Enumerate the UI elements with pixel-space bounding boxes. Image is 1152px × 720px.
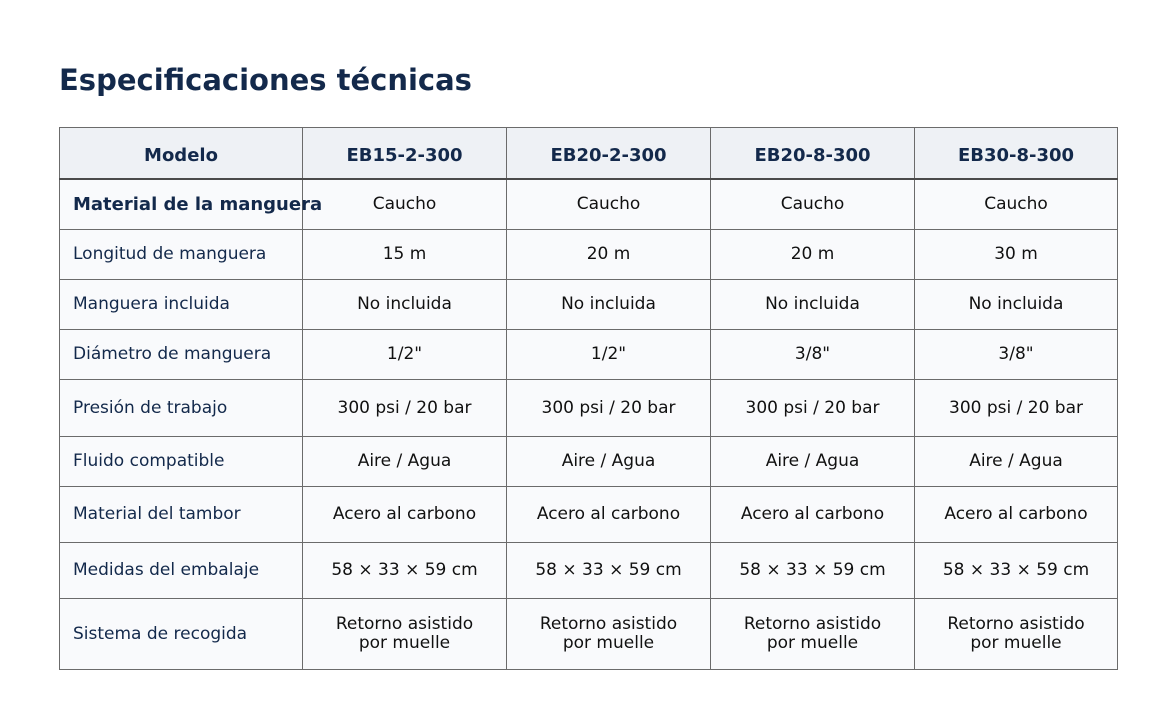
cell-value: Aire / Agua [765, 451, 860, 471]
cell-value: Acero al carbono [740, 504, 885, 524]
cell-value: 300 psi / 20 bar [337, 397, 472, 418]
cell-value: Caucho [372, 194, 437, 215]
cell-value: 1/2" [386, 344, 423, 364]
cell-value: 20 m [790, 244, 835, 264]
table-cell [303, 329, 507, 379]
cell-value: Retorno asistido por muelle [947, 613, 1085, 653]
table-cell [915, 229, 1118, 279]
cell-value: 300 psi / 20 bar [949, 397, 1083, 418]
cell-value: 58 × 33 × 59 cm [739, 560, 886, 580]
table-cell [915, 598, 1118, 669]
table-row [60, 279, 1118, 329]
column-header: EB30-8-300 [915, 128, 1118, 180]
table-cell [711, 329, 915, 379]
table-cell [507, 329, 711, 379]
cell-value: 58 × 33 × 59 cm [535, 560, 682, 580]
table-cell [915, 542, 1118, 598]
table-cell [303, 436, 507, 486]
cell-value: Acero al carbono [332, 504, 477, 524]
table-cell [711, 179, 915, 229]
cell-value: 58 × 33 × 59 cm [331, 560, 478, 580]
row-label: Fluido compatible [60, 436, 303, 486]
table-cell [915, 379, 1118, 436]
table-cell [915, 436, 1118, 486]
table-row [60, 436, 1118, 486]
cell-value: No incluida [765, 294, 860, 314]
table-cell [915, 486, 1118, 542]
cell-value: No incluida [357, 294, 452, 314]
table-cell [303, 598, 507, 669]
table-cell [915, 179, 1118, 229]
cell-value: Caucho [576, 194, 641, 215]
row-label: Material de la manguera [60, 179, 303, 229]
cell-value: 300 psi / 20 bar [745, 397, 880, 418]
table-cell [303, 279, 507, 329]
cell-value: Caucho [984, 194, 1048, 215]
cell-value: Retorno asistido por muelle [539, 613, 678, 653]
table-cell [507, 279, 711, 329]
cell-value: Aire / Agua [969, 451, 1063, 471]
cell-value: Acero al carbono [944, 504, 1088, 524]
table-row [60, 329, 1118, 379]
table-row [60, 542, 1118, 598]
cell-value: Retorno asistido por muelle [335, 613, 474, 653]
table-cell [303, 179, 507, 229]
cell-value: Aire / Agua [561, 451, 656, 471]
cell-value: 20 m [586, 244, 631, 264]
cell-value: 3/8" [998, 344, 1034, 364]
table-row [60, 229, 1118, 279]
table-cell [915, 279, 1118, 329]
table-cell [507, 179, 711, 229]
column-header: EB20-2-300 [507, 128, 711, 180]
table-cell [711, 379, 915, 436]
cell-value: 1/2" [590, 344, 627, 364]
table-cell [303, 486, 507, 542]
table-row [60, 486, 1118, 542]
table-row [60, 379, 1118, 436]
table-cell [507, 379, 711, 436]
cell-value: 15 m [382, 244, 427, 264]
table-cell [711, 436, 915, 486]
row-label: Medidas del embalaje [60, 542, 303, 598]
cell-value: Acero al carbono [536, 504, 681, 524]
column-header: EB20-8-300 [711, 128, 915, 180]
row-label: Presión de trabajo [60, 379, 303, 436]
column-header: EB15-2-300 [303, 128, 507, 180]
table-cell [507, 436, 711, 486]
cell-value: Retorno asistido por muelle [743, 613, 882, 653]
cell-value: 300 psi / 20 bar [541, 397, 676, 418]
table-cell [711, 598, 915, 669]
cell-value: Caucho [780, 194, 845, 215]
table-row [60, 598, 1118, 669]
table-cell [915, 329, 1118, 379]
table-cell [711, 279, 915, 329]
table-cell [303, 379, 507, 436]
table-cell [507, 229, 711, 279]
cell-value: No incluida [561, 294, 656, 314]
table-cell [507, 486, 711, 542]
page-title: Especificaciones técnicas [59, 63, 472, 97]
row-label: Diámetro de manguera [60, 329, 303, 379]
cell-value: No incluida [968, 294, 1064, 314]
table-cell [303, 229, 507, 279]
row-label: Material del tambor [60, 486, 303, 542]
row-label: Sistema de recogida [60, 598, 303, 669]
cell-value: Aire / Agua [357, 451, 452, 471]
spec-table [59, 127, 1118, 670]
table-cell [507, 598, 711, 669]
table-cell [303, 542, 507, 598]
row-label: Manguera incluida [60, 279, 303, 329]
table-cell [711, 229, 915, 279]
table-header-row [60, 128, 1118, 180]
table-cell [711, 486, 915, 542]
table-cell [507, 542, 711, 598]
table-row [60, 179, 1118, 229]
cell-value: 3/8" [794, 344, 831, 364]
cell-value: 58 × 33 × 59 cm [942, 560, 1090, 580]
cell-value: 30 m [994, 244, 1038, 264]
table-cell [711, 542, 915, 598]
column-header-model: Modelo [60, 128, 303, 180]
row-label: Longitud de manguera [60, 229, 303, 279]
